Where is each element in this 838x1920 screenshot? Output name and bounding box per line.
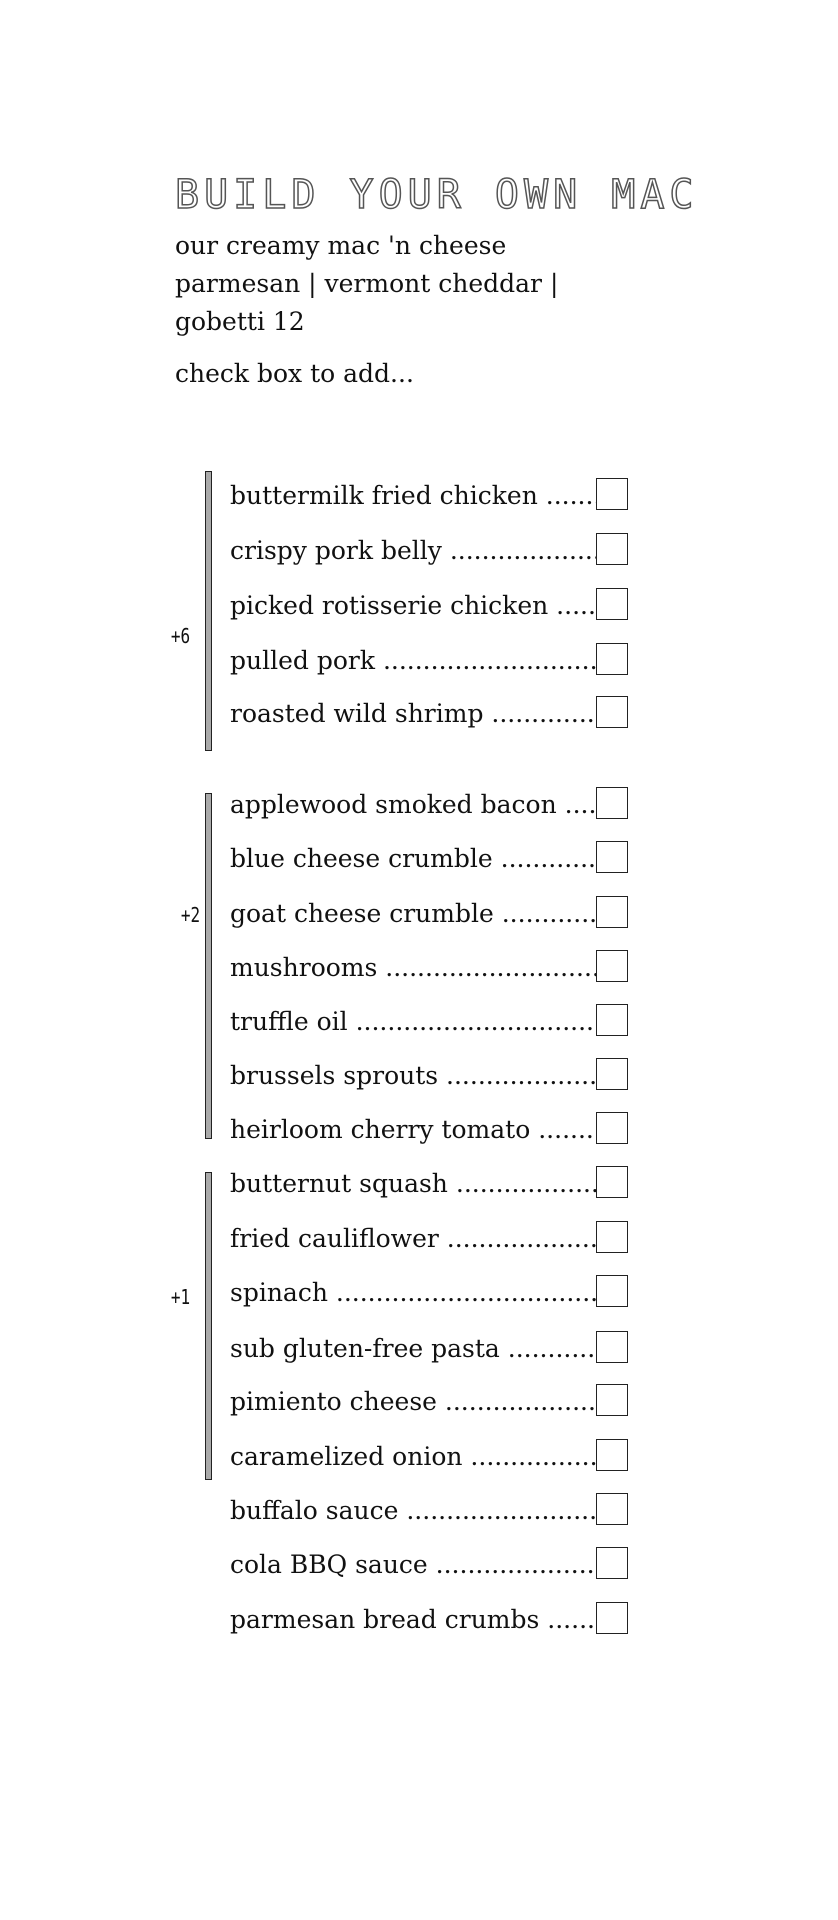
addon-item[interactable] (230, 785, 630, 825)
addon-item[interactable] (230, 1273, 630, 1313)
addon-checkbox[interactable] (596, 1166, 628, 1198)
addon-item-label: applewood smoked bacon ..... (230, 785, 596, 825)
price-group-label: +6 (170, 624, 190, 648)
addon-checkbox[interactable] (596, 1221, 628, 1253)
description-line: gobetti 12 (175, 307, 305, 336)
addon-item[interactable] (230, 1382, 630, 1422)
addon-item[interactable] (230, 1600, 630, 1640)
addon-checkbox[interactable] (596, 1439, 628, 1471)
addon-item[interactable] (230, 476, 630, 516)
addon-item-label: sub gluten-free pasta ..... (230, 1329, 596, 1369)
addon-item[interactable] (230, 694, 630, 734)
addon-item[interactable] (230, 1545, 630, 1585)
price-group-bracket (205, 1172, 212, 1480)
addon-item[interactable] (230, 586, 630, 626)
addon-item[interactable] (230, 1056, 630, 1096)
menu-description (175, 227, 558, 341)
addon-checkbox[interactable] (596, 1112, 628, 1144)
addon-item-label: pimiento cheese ..... (230, 1382, 596, 1422)
addon-item-label: cola BBQ sauce ..... (230, 1545, 596, 1585)
addon-item-label: heirloom cherry tomato ..... (230, 1110, 596, 1150)
addon-checkbox[interactable] (596, 950, 628, 982)
addon-checkbox[interactable] (596, 478, 628, 510)
addon-item-label: roasted wild shrimp ..... (230, 694, 596, 734)
addon-checkbox[interactable] (596, 1331, 628, 1363)
addon-item-label: goat cheese crumble ..... (230, 894, 596, 934)
price-group-label: +2 (180, 903, 200, 927)
addon-item-label: butternut squash ..... (230, 1164, 596, 1204)
addon-checkbox[interactable] (596, 1547, 628, 1579)
addon-item-label: buffalo sauce ..... (230, 1491, 596, 1531)
addon-item[interactable] (230, 1219, 630, 1259)
addon-item-label: crispy pork belly ..... (230, 531, 596, 571)
addon-item[interactable] (230, 894, 630, 934)
addon-item-label: picked rotisserie chicken ..... (230, 586, 596, 626)
addon-item[interactable] (230, 1437, 630, 1477)
addon-item[interactable] (230, 948, 630, 988)
addon-item[interactable] (230, 839, 630, 879)
addon-item[interactable] (230, 641, 630, 681)
addon-item[interactable] (230, 1110, 630, 1150)
addon-item[interactable] (230, 531, 630, 571)
addon-checkbox[interactable] (596, 787, 628, 819)
addon-checkbox[interactable] (596, 1004, 628, 1036)
addon-checkbox[interactable] (596, 1275, 628, 1307)
addon-item-label: blue cheese crumble ..... (230, 839, 596, 879)
addon-checkbox[interactable] (596, 1493, 628, 1525)
addon-item-label: caramelized onion ..... (230, 1437, 596, 1477)
description-line: parmesan | vermont cheddar | (175, 269, 559, 298)
addon-item-label: mushrooms ..... (230, 948, 596, 988)
addon-checkbox[interactable] (596, 533, 628, 565)
addon-checkbox[interactable] (596, 643, 628, 675)
addon-checkbox[interactable] (596, 896, 628, 928)
menu-title: BUILD YOUR OWN MAC (175, 172, 699, 218)
addon-item-label: pulled pork ..... (230, 641, 596, 681)
addon-item-label: brussels sprouts ..... (230, 1056, 596, 1096)
addon-checkbox[interactable] (596, 696, 628, 728)
addon-item[interactable] (230, 1491, 630, 1531)
addon-item[interactable] (230, 1329, 630, 1369)
addon-item-label: buttermilk fried chicken ..... (230, 476, 596, 516)
addon-item-label: truffle oil ..... (230, 1002, 596, 1042)
addon-item[interactable] (230, 1164, 630, 1204)
addon-checkbox[interactable] (596, 1384, 628, 1416)
price-group-bracket (205, 471, 212, 751)
price-group-bracket (205, 793, 212, 1139)
addon-item-label: parmesan bread crumbs ..... (230, 1600, 596, 1640)
description-line: our creamy mac 'n cheese (175, 231, 507, 260)
addon-item[interactable] (230, 1002, 630, 1042)
addon-checkbox[interactable] (596, 588, 628, 620)
addon-checkbox[interactable] (596, 841, 628, 873)
addon-item-label: fried cauliflower ..... (230, 1219, 596, 1259)
addon-checkbox[interactable] (596, 1602, 628, 1634)
addon-checkbox[interactable] (596, 1058, 628, 1090)
instruction-text: check box to add... (175, 359, 414, 388)
price-group-label: +1 (170, 1285, 190, 1309)
addon-item-label: spinach ..... (230, 1273, 596, 1313)
